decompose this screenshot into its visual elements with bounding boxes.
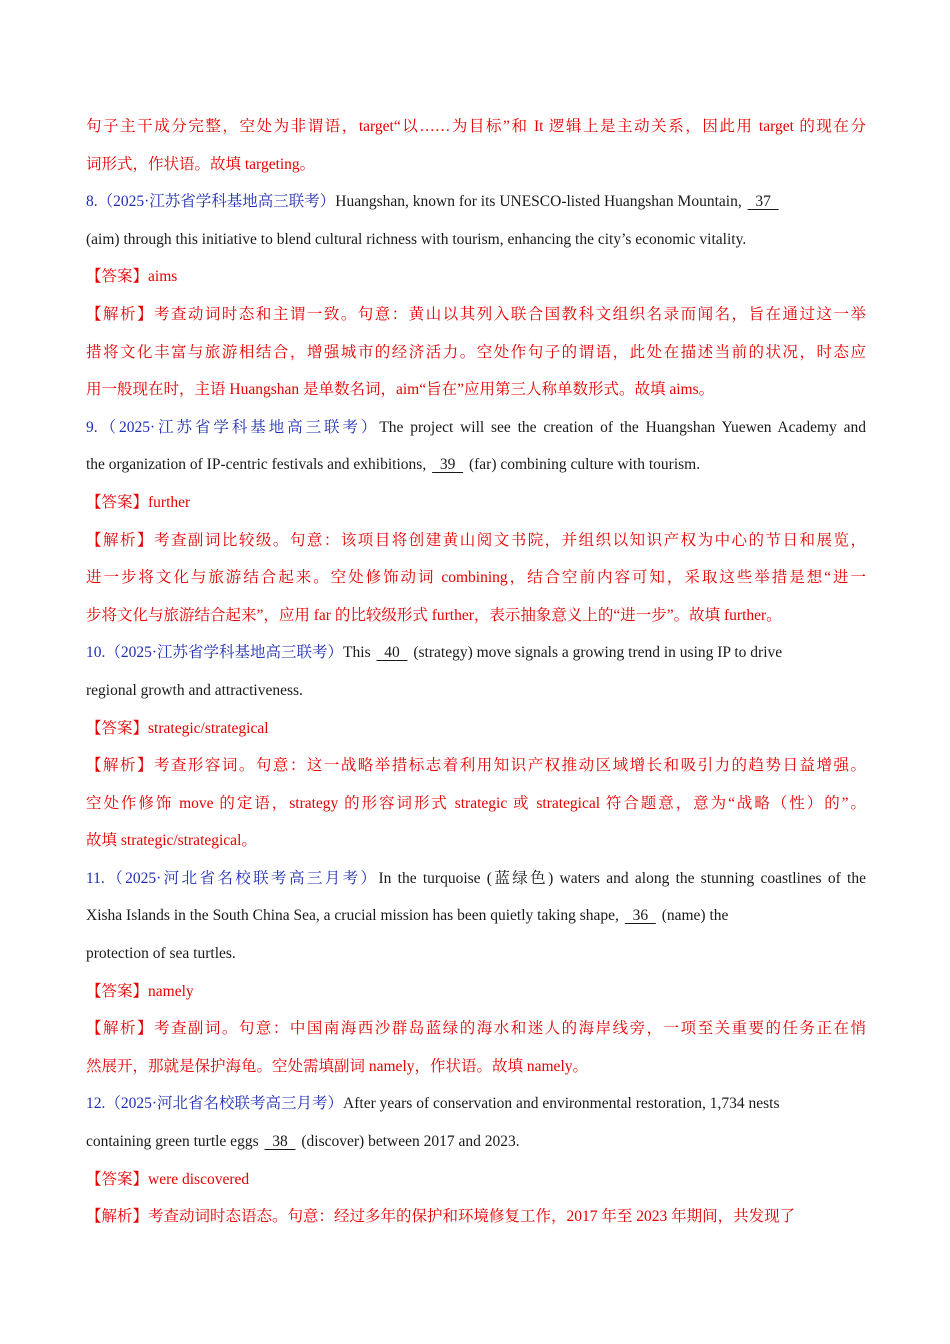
question-text: After years of conservation and environmental restoration, 1,734 nests bbox=[343, 1095, 780, 1113]
analysis-text: 考查副词。句意：中国南海西沙群岛蓝绿的海水和迷人的海岸线旁，一项至关重要的任务正在悄 bbox=[153, 1020, 866, 1038]
analysis-label: 【解析】 bbox=[86, 1208, 149, 1226]
answer-line bbox=[86, 710, 866, 748]
question-number: 10. bbox=[86, 644, 106, 662]
question-text: (far) combining culture with tourism. bbox=[465, 456, 701, 474]
document-page bbox=[86, 108, 866, 1236]
answer-line bbox=[86, 258, 866, 296]
analysis-text: 词形式，作状语。故填 targeting。 bbox=[86, 155, 316, 173]
analysis-text: 考查副词比较级。句意：该项目将创建黄山阅文书院，并组织以知识产权为中心的节日和展览， bbox=[153, 531, 866, 549]
question-source: （2025·河北省名校联考高三月考） bbox=[105, 1095, 344, 1113]
question-number: 11. bbox=[86, 869, 105, 887]
answer-value: namely bbox=[148, 982, 194, 1000]
question-9 bbox=[86, 409, 866, 447]
answer-label: 【答案】 bbox=[86, 982, 149, 1000]
question-text: regional growth and attractiveness. bbox=[86, 681, 303, 699]
question-text-line bbox=[86, 897, 866, 935]
answer-blank: 37 bbox=[747, 193, 779, 211]
answer-blank: 38 bbox=[264, 1133, 296, 1151]
question-text: (aim) through this initiative to blend cultural richness with tourism, enhancing the city’s economic vitality. bbox=[86, 230, 747, 248]
analysis-text: 考查动词时态和主谓一致。句意：黄山以其列入联合国教科文组织名录而闻名，旨在通过这一举 bbox=[153, 305, 866, 323]
question-text: (name) the bbox=[657, 907, 729, 925]
question-text: This bbox=[343, 644, 375, 662]
question-text-line bbox=[86, 1123, 866, 1161]
question-source: （2025·江苏省学科基地高三联考） bbox=[97, 418, 380, 436]
question-number: 12. bbox=[86, 1095, 106, 1113]
answer-line bbox=[86, 1161, 866, 1199]
analysis-label: 【解析】 bbox=[86, 531, 154, 549]
question-text: (strategy) move signals a growing trend in using IP to drive bbox=[409, 644, 783, 662]
question-source: （2025·江苏省学科基地高三联考） bbox=[105, 644, 344, 662]
question-8 bbox=[86, 183, 866, 221]
analysis-text: 措将文化丰富与旅游相结合，增强城市的经济活力。空处作句子的谓语，此处在描述当前的状况，时态应 bbox=[86, 343, 866, 361]
analysis-text: 用一般现在时，主语 Huangshan 是单数名词，aim“旨在”应用第三人称单数形式。故填 aims。 bbox=[86, 381, 715, 399]
answer-label: 【答案】 bbox=[86, 268, 149, 286]
analysis-label: 【解析】 bbox=[86, 757, 154, 775]
question-number: 9. bbox=[86, 418, 98, 436]
question-number: 8. bbox=[86, 193, 98, 211]
question-12 bbox=[86, 1085, 866, 1123]
analysis-text: 考查形容词。句意：这一战略举措标志着利用知识产权推动区域增长和吸引力的趋势日益增强。 bbox=[153, 757, 866, 775]
answer-blank: 40 bbox=[376, 644, 408, 662]
answer-line bbox=[86, 973, 866, 1011]
analysis-text: 故填 strategic/strategical。 bbox=[86, 832, 257, 850]
question-text: containing green turtle eggs bbox=[86, 1133, 263, 1151]
analysis-line bbox=[86, 522, 866, 560]
analysis-line bbox=[86, 747, 866, 785]
question-text: Xisha Islands in the South China Sea, a crucial mission has been quietly taking shape, bbox=[86, 907, 623, 925]
question-text: the organization of IP-centric festivals and exhibitions, bbox=[86, 456, 431, 474]
question-text: The project will see the creation of the Huangshan Yuewen Academy and bbox=[379, 418, 867, 436]
analysis-text: 考查动词时态语态。句意：经过多年的保护和环境修复工作，2017 年至 2023 年期间，共发现了 bbox=[148, 1208, 796, 1226]
analysis-label: 【解析】 bbox=[86, 305, 154, 323]
analysis-text: 句子主干成分完整，空处为非谓语，target“以……为目标”和 It 逻辑上是主动关系，因此用 target 的现在分 bbox=[86, 118, 866, 135]
analysis-line bbox=[86, 1198, 866, 1236]
answer-value: strategic/strategical bbox=[148, 719, 269, 737]
answer-value: were discovered bbox=[148, 1170, 250, 1188]
question-11 bbox=[86, 860, 866, 898]
question-text: protection of sea turtles. bbox=[86, 945, 236, 963]
question-text: (discover) between 2017 and 2023. bbox=[297, 1133, 520, 1151]
question-text-line bbox=[86, 446, 866, 484]
question-source: （2025·河北省名校联考高三月考） bbox=[104, 869, 379, 887]
question-text: Huangshan, known for its UNESCO-listed Huangshan Mountain, bbox=[335, 193, 746, 211]
answer-line bbox=[86, 484, 866, 522]
question-source: （2025·江苏省学科基地高三联考） bbox=[97, 193, 336, 211]
answer-label: 【答案】 bbox=[86, 719, 149, 737]
analysis-label: 【解析】 bbox=[86, 1020, 154, 1038]
answer-blank: 36 bbox=[624, 907, 656, 925]
analysis-text: 进一步将文化与旅游结合起来。空处修饰动词 combining，结合空前内容可知，采取这些举措是想“进一 bbox=[86, 569, 866, 587]
answer-value: further bbox=[148, 493, 191, 511]
analysis-line bbox=[86, 1010, 866, 1048]
question-10 bbox=[86, 634, 866, 672]
answer-label: 【答案】 bbox=[86, 493, 149, 511]
answer-value: aims bbox=[148, 268, 178, 286]
analysis-line bbox=[86, 296, 866, 334]
answer-blank: 39 bbox=[432, 456, 464, 474]
analysis-text: 步将文化与旅游结合起来”，应用 far 的比较级形式 further，表示抽象意义上的“进一步”。故填 further。 bbox=[86, 606, 782, 624]
analysis-text: 空处作修饰 move 的定语，strategy 的形容词形式 strategic 或 strategical 符合题意，意为“战略（性）的”。 bbox=[86, 794, 866, 812]
analysis-text: 然展开，那就是保护海龟。空处需填副词 namely，作状语。故填 namely。 bbox=[86, 1057, 588, 1075]
answer-label: 【答案】 bbox=[86, 1170, 149, 1188]
question-text: In the turquoise (蓝绿色) waters and along the stunning coastlines of the bbox=[378, 869, 866, 887]
